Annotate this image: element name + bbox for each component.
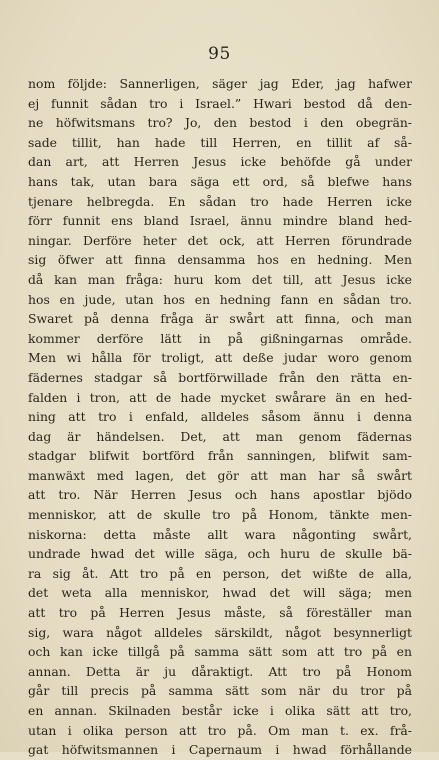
text-line: annan. Detta är ju dåraktigt. Att tro på Honom: [28, 663, 412, 679]
text-line: menniskor, att de skulle tro på Honom, tänkte men-: [28, 507, 412, 523]
text-line: undrade hwad det wille säga, och huru de skulle bä-: [28, 546, 412, 562]
text-line: manwäxt med lagen, det gör att man har så swårt: [28, 467, 412, 483]
text-line: ra sig åt. Att tro på en person, det wißte de alla,: [28, 565, 412, 581]
body-text: [28, 74, 412, 760]
text-line: det weta alla menniskor, hwad det will säga; men: [28, 585, 412, 601]
text-line: ne höfwitsmans tro? Jo, den bestod i den obegrän-: [28, 115, 412, 131]
text-line: utan i olika person att tro på. Om man t. ex. frå-: [28, 722, 412, 738]
text-line: då kan man fråga: huru kom det till, att Jesus icke: [28, 271, 412, 287]
text-line: falden i tron, att de hade mycket swårare än en hed-: [28, 389, 412, 405]
text-line: tjenare helbregda. En sådan tro hade Herren icke: [28, 193, 412, 209]
text-line: att tro på Herren Jesus måste, så föreställer man: [28, 605, 412, 621]
text-line: hans tak, utan bara säga ett ord, så blefwe hans: [28, 173, 412, 189]
text-line: dag är händelsen. Det, att man genom fädernas: [28, 428, 412, 444]
text-line: nom följde: Sannerligen, säger jag Eder, jag hafwer: [28, 76, 412, 91]
page-number: 95: [208, 44, 231, 64]
text-line: sig, wara något alldeles särskildt, något besynnerligt: [28, 624, 412, 640]
text-line: en annan. Skilnaden består icke i olika sätt att tro,: [28, 703, 412, 718]
text-line: sig öfwer att finna densamma hos en hedning. Men: [28, 252, 412, 268]
text-line: niskorna: detta måste allt wara någonting swårt,: [28, 526, 412, 542]
text-line: sade tillit, han hade till Herren, en tillit af så-: [28, 134, 412, 150]
text-line: dan art, att Herren Jesus icke behöfde gå under: [28, 154, 412, 170]
text-line: gat höfwitsmannen i Capernaum i hwad förhållande: [28, 742, 412, 758]
text-line: förr funnit ens bland Israel, ännu mindre bland hed-: [28, 213, 412, 229]
text-line: ning att tro i enfald, alldeles såsom ännu i denna: [28, 409, 412, 425]
text-line: kommer derföre lätt in på gißningarnas område.: [28, 330, 412, 346]
text-line: att tro. När Herren Jesus och hans apostlar bjödo: [28, 487, 412, 503]
text-line: och kan icke tillgå på samma sätt som att tro på en: [28, 644, 412, 660]
text-line: ej funnit sådan tro i Israel.” Hwari bestod då den-: [28, 95, 412, 111]
text-line: stadgar blifwit bortförd från sanningen, blifwit sam-: [28, 448, 412, 464]
text-line: Swaret på denna fråga är swårt att finna, och man: [28, 311, 412, 327]
text-line: Men wi hålla för troligt, att deße judar woro genom: [28, 350, 412, 366]
text-line: fädernes stadgar så bortförwillade från den rätta en-: [28, 369, 412, 385]
text-line: ningar. Derföre heter det ock, att Herren förundrade: [28, 232, 412, 248]
text-line: hos en jude, utan hos en hedning fann en sådan tro.: [28, 291, 412, 307]
text-line: går till precis på samma sätt som när du tror på: [28, 683, 412, 699]
